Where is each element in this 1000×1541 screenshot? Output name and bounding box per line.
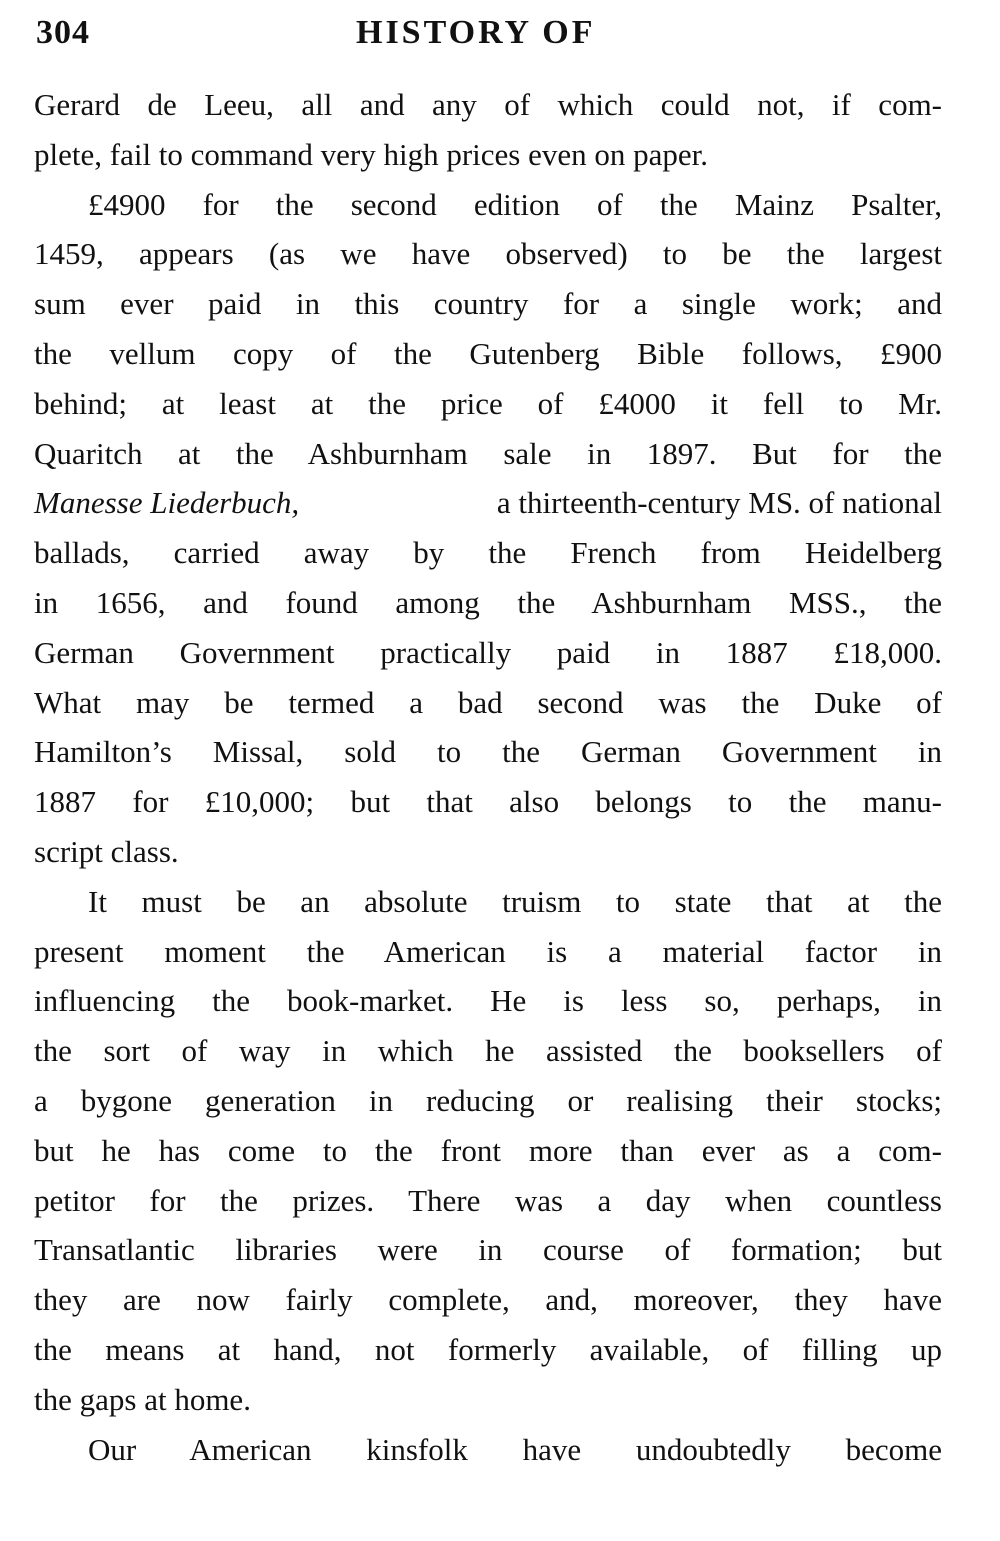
text-line: in 1656, and found among the Ashburnham MSS., the: [34, 584, 942, 620]
running-head: HISTORY OF: [356, 14, 596, 51]
text-line: Hamilton’s Missal, sold to the German Government in: [34, 734, 942, 770]
text-line: plete, fail to command very high prices even on paper.: [34, 136, 709, 172]
text-line: present moment the American is a material factor in: [34, 933, 942, 969]
text-line: ballads, carried away by the French from Heidelberg: [34, 535, 942, 571]
text-line: Transatlantic libraries were in course of formation; but: [34, 1232, 942, 1268]
text-line: Quaritch at the Ashburnham sale in 1897. But for the: [34, 435, 942, 471]
text-line: the gaps at home.: [34, 1381, 251, 1417]
text-line: script class.: [34, 833, 179, 869]
text-line: Our American kinsfolk have undoubtedly become: [88, 1431, 942, 1467]
text-line: influencing the book-market. He is less so, perhaps, in: [34, 983, 942, 1019]
text-line: the sort of way in which he assisted the booksellers of: [34, 1033, 942, 1069]
text-line-rest: a thirteenth-century MS. of national: [496, 485, 942, 521]
text-line: It must be an absolute truism to state that at the: [88, 883, 942, 919]
body-text: [34, 80, 942, 1474]
text-line: the vellum copy of the Gutenberg Bible follows, £900: [34, 335, 942, 371]
book-title: Manesse Liederbuch,: [34, 485, 300, 521]
text-line: they are now fairly complete, and, moreover, they have: [34, 1282, 942, 1318]
text-line: behind; at least at the price of £4000 it fell to Mr.: [34, 385, 942, 421]
text-line: German Government practically paid in 1887 £18,000.: [34, 634, 942, 670]
page-number: 304: [36, 14, 90, 51]
text-line: a bygone generation in reducing or realising their stocks;: [34, 1082, 942, 1118]
text-line: petitor for the prizes. There was a day when countless: [34, 1182, 942, 1218]
text-line: sum ever paid in this country for a single work; and: [34, 286, 942, 322]
text-line-with-title: [34, 478, 942, 528]
text-line: 1459, appears (as we have observed) to be the largest: [34, 236, 942, 272]
text-line: £4900 for the second edition of the Mainz Psalter,: [88, 186, 942, 222]
text-line: What may be termed a bad second was the Duke of: [34, 684, 942, 720]
text-line: the means at hand, not formerly available, of filling up: [34, 1331, 942, 1367]
text-line: but he has come to the front more than ever as a com-: [34, 1132, 942, 1168]
text-line: 1887 for £10,000; but that also belongs to the manu-: [34, 784, 942, 820]
page-header: [36, 14, 940, 64]
text-line: Gerard de Leeu, all and any of which could not, if com-: [34, 87, 942, 122]
